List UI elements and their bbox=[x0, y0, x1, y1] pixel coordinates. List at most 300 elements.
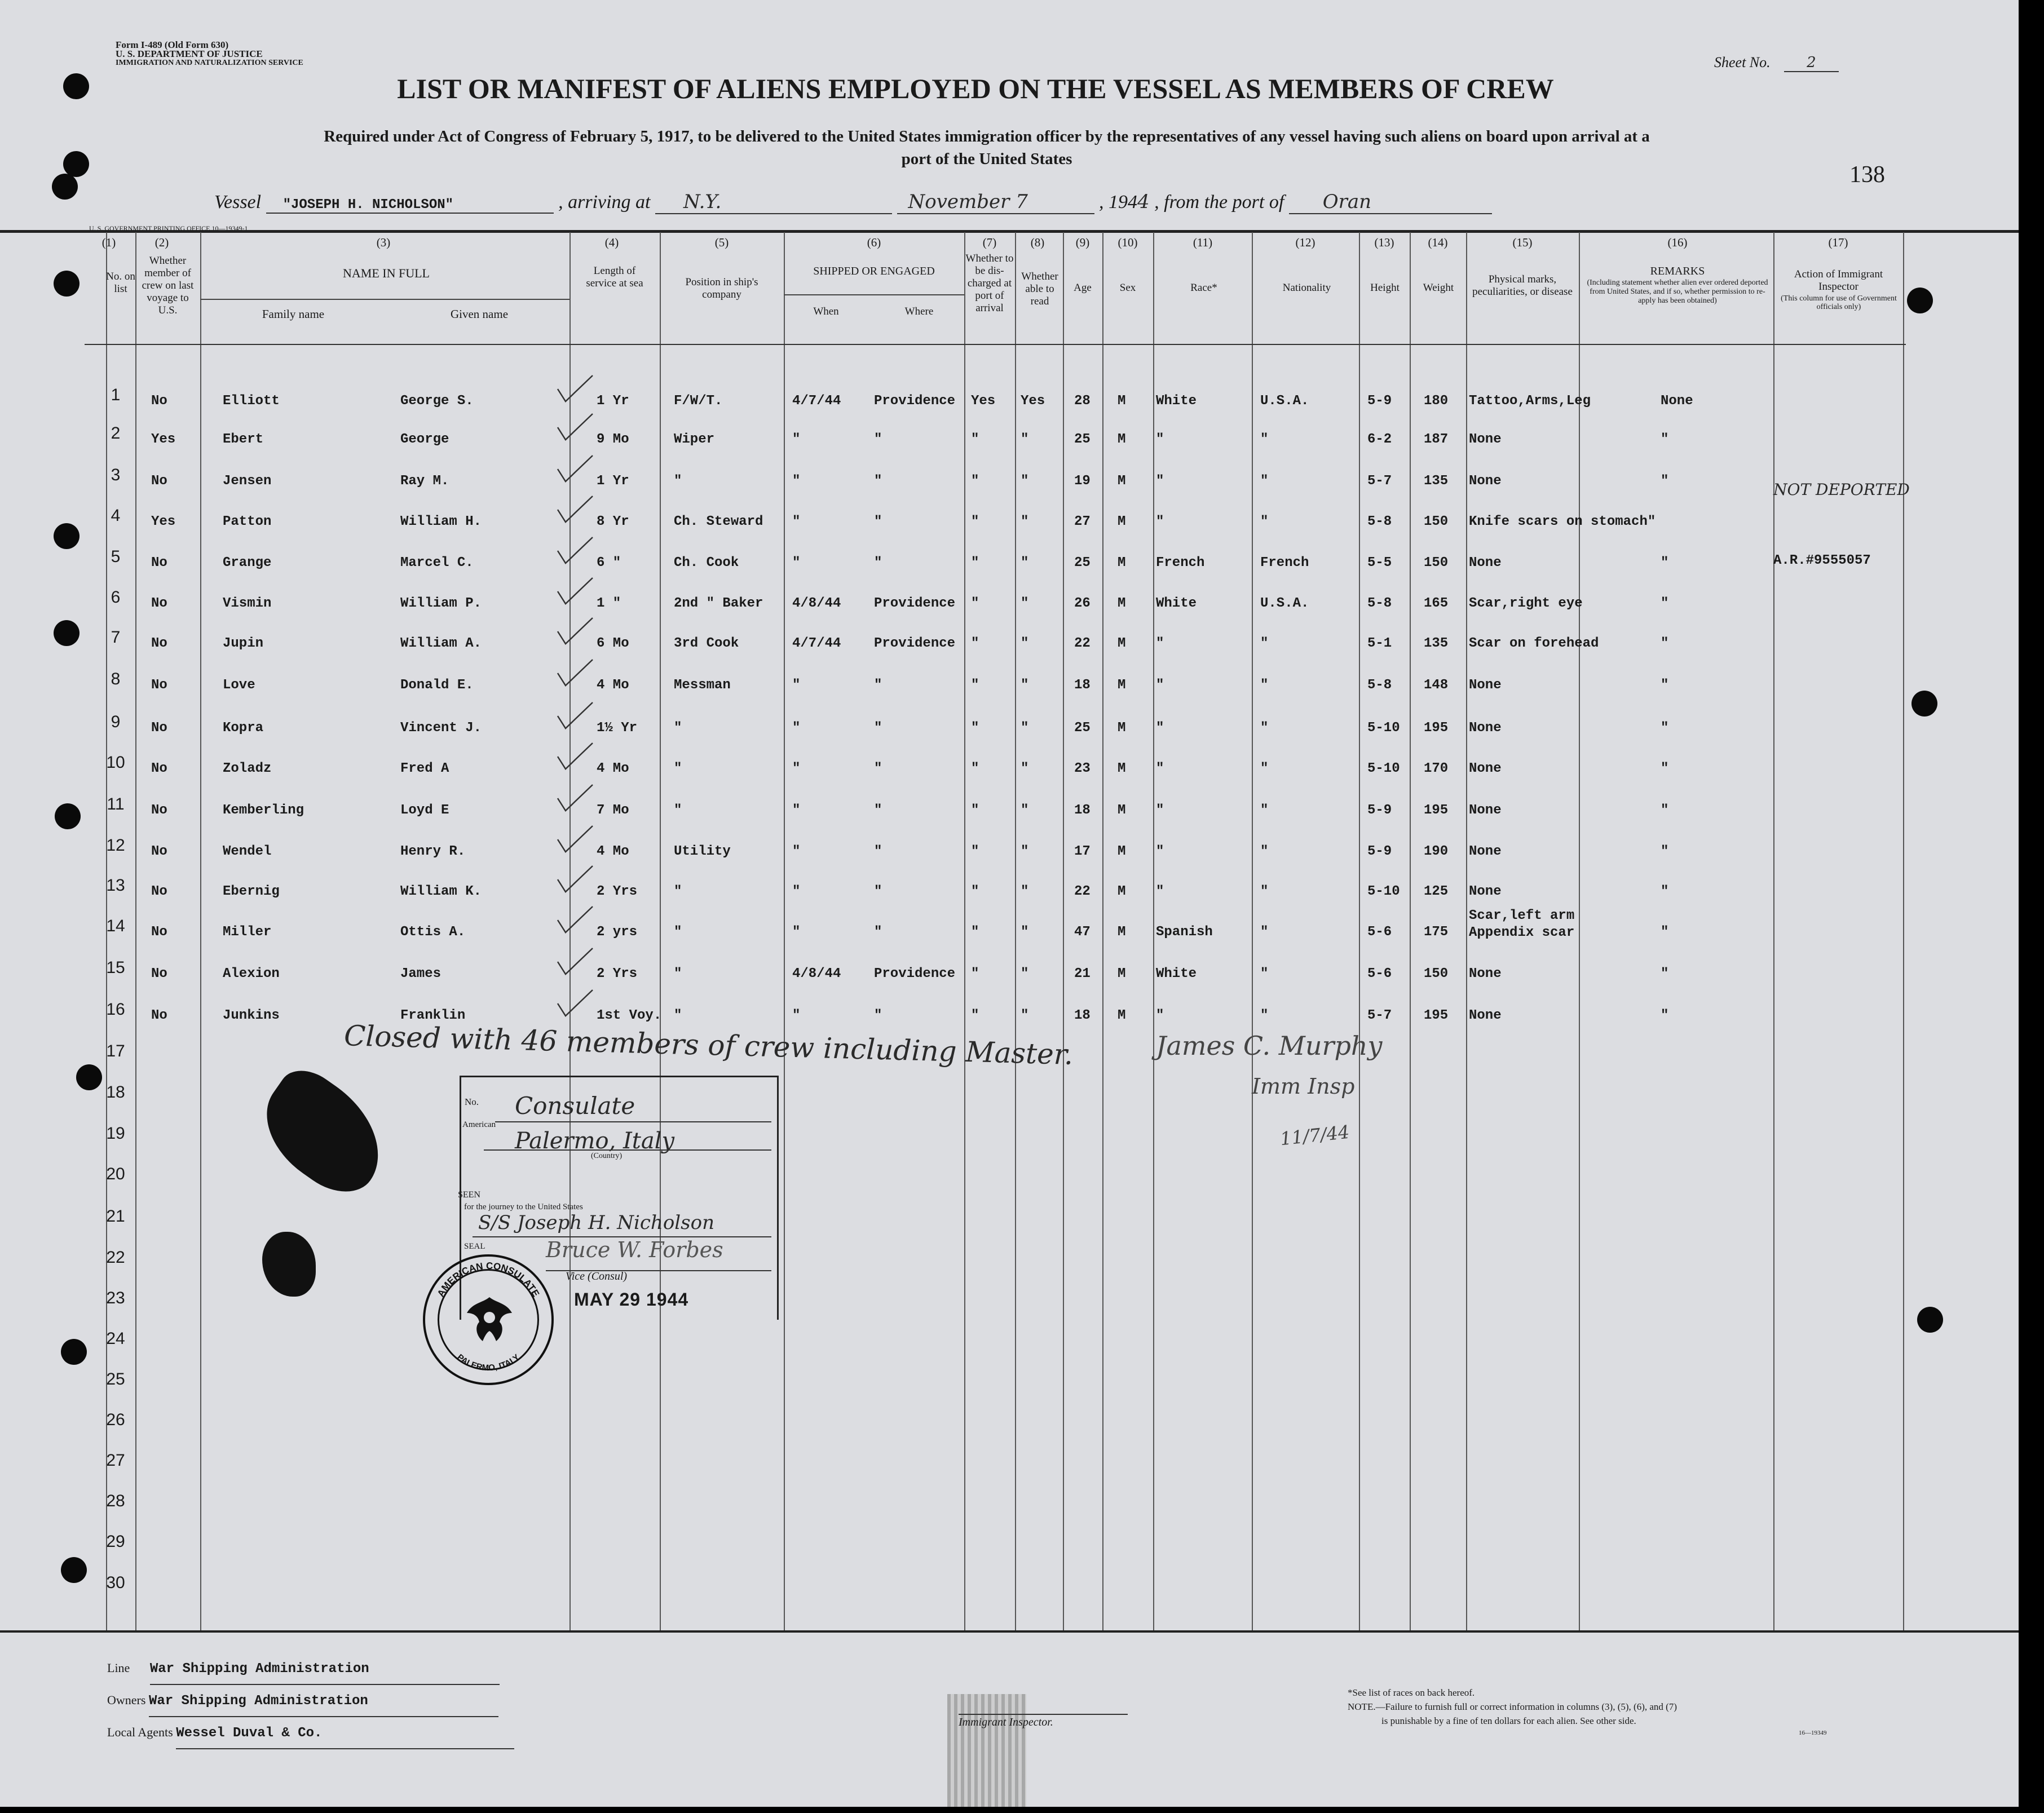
cell-remarks: " bbox=[1661, 636, 1669, 651]
cell-shipped-where: " bbox=[874, 678, 882, 693]
cell-given-name: Franklin bbox=[400, 1008, 466, 1023]
cell-length-of-service: 6 Mo bbox=[597, 636, 629, 651]
cell-length-of-service: 8 Yr bbox=[597, 514, 629, 529]
cell-discharged: " bbox=[971, 596, 979, 611]
cell-able-to-read: " bbox=[1021, 636, 1029, 651]
cell-shipped-when: " bbox=[792, 844, 801, 859]
cell-nationality: " bbox=[1260, 844, 1269, 859]
arriving-label: , arriving at bbox=[558, 192, 651, 213]
row-number: 13 bbox=[106, 876, 125, 895]
cell-sex: M bbox=[1118, 432, 1126, 447]
row-number: 1 bbox=[111, 386, 121, 404]
cell-given-name: Fred A bbox=[400, 761, 449, 776]
cell-given-name: Loyd E bbox=[400, 803, 449, 818]
col-num-12: (12) bbox=[1295, 236, 1315, 249]
cell-sex: M bbox=[1118, 803, 1126, 818]
cell-nationality: " bbox=[1260, 432, 1269, 447]
row-number: 3 bbox=[111, 466, 121, 484]
cell-weight: 190 bbox=[1424, 844, 1449, 859]
row-number: 20 bbox=[106, 1165, 125, 1183]
cell-discharged: Yes bbox=[971, 393, 996, 409]
stamp-journey-label: for the journey to the United States bbox=[464, 1202, 583, 1211]
cell-previous-voyage: No bbox=[151, 884, 167, 899]
immigrant-inspector-label: Immigrant Inspector. bbox=[959, 1714, 1128, 1729]
cell-remarks: " bbox=[1661, 432, 1669, 447]
cell-shipped-when: 4/8/44 bbox=[792, 596, 841, 611]
cell-given-name: Marcel C. bbox=[400, 555, 474, 571]
stamp-signature: Bruce W. Forbes bbox=[546, 1237, 723, 1262]
cell-age: 19 bbox=[1074, 474, 1091, 489]
inspector-title: Imm Insp bbox=[1252, 1074, 1355, 1099]
annotation-date: 11/7/44 bbox=[1279, 1121, 1351, 1150]
cell-previous-voyage: No bbox=[151, 474, 167, 489]
cell-physical-marks: None bbox=[1469, 474, 1502, 489]
cell-inspector-action: NOT DEPORTED bbox=[1773, 480, 1910, 499]
cell-shipped-where: " bbox=[874, 432, 882, 447]
cell-discharged: " bbox=[971, 720, 979, 736]
cell-length-of-service: 1 Yr bbox=[597, 474, 629, 489]
cell-height: 5-10 bbox=[1367, 761, 1400, 776]
cell-nationality: " bbox=[1260, 925, 1269, 940]
arrival-date: November 7 bbox=[897, 191, 1094, 214]
cell-family-name: Love bbox=[223, 678, 255, 693]
service-name: IMMIGRATION AND NATURALIZATION SERVICE bbox=[116, 59, 303, 67]
cell-height: 5-5 bbox=[1367, 555, 1392, 571]
cell-previous-voyage: No bbox=[151, 803, 167, 818]
row-number: 28 bbox=[106, 1492, 125, 1510]
cell-family-name: Jupin bbox=[223, 636, 264, 651]
stamp-seal-label: SEAL bbox=[464, 1242, 485, 1251]
punch-hole bbox=[54, 620, 80, 646]
cell-length-of-service: 2 Yrs bbox=[597, 884, 638, 899]
cell-shipped-when: " bbox=[792, 761, 801, 776]
cell-height: 5-8 bbox=[1367, 514, 1392, 529]
cell-discharged: " bbox=[971, 1008, 979, 1023]
cell-remarks: " bbox=[1661, 678, 1669, 693]
cell-age: 18 bbox=[1074, 1008, 1091, 1023]
cell-age: 22 bbox=[1074, 636, 1091, 651]
cell-able-to-read: " bbox=[1021, 596, 1029, 611]
cell-height: 5-8 bbox=[1367, 596, 1392, 611]
cell-shipped-where: Providence bbox=[874, 966, 956, 981]
cell-age: 23 bbox=[1074, 761, 1091, 776]
row-number: 4 bbox=[111, 506, 121, 525]
cell-able-to-read: " bbox=[1021, 884, 1029, 899]
cell-physical-marks: None bbox=[1469, 884, 1502, 899]
cell-position: Wiper bbox=[674, 432, 715, 447]
stamp-country-label: (Country) bbox=[591, 1152, 623, 1160]
col-num-5: (5) bbox=[714, 236, 729, 249]
cell-race: " bbox=[1156, 720, 1164, 736]
cell-able-to-read: " bbox=[1021, 555, 1029, 571]
row-number: 27 bbox=[106, 1451, 125, 1470]
row-number: 5 bbox=[111, 547, 121, 566]
check-mark-icon bbox=[555, 823, 595, 856]
cell-position: Ch. Cook bbox=[674, 555, 739, 571]
header-remarks-note: (Including statement whether alien ever ordered deported from United States, and if so, whether permission to re-apply has been obtained) bbox=[1587, 278, 1768, 305]
cell-discharged: " bbox=[971, 966, 979, 981]
page-title: LIST OR MANIFEST OF ALIENS EMPLOYED ON THE VESSEL AS MEMBERS OF CREW bbox=[397, 73, 1554, 104]
seal-ring-text bbox=[425, 1257, 551, 1383]
cell-previous-voyage: No bbox=[151, 596, 167, 611]
subtitle-line2: port of the United States bbox=[901, 150, 1072, 168]
form-code: 16—19349 bbox=[1799, 1730, 1827, 1736]
cell-nationality: " bbox=[1260, 761, 1269, 776]
vessel-name: "JOSEPH H. NICHOLSON" bbox=[266, 197, 554, 214]
cell-race: " bbox=[1156, 678, 1164, 693]
race-note: *See list of races on back hereof. bbox=[1348, 1687, 1475, 1698]
check-mark-icon bbox=[555, 574, 595, 608]
cell-race: " bbox=[1156, 761, 1164, 776]
punch-hole bbox=[63, 151, 89, 177]
cell-race: Spanish bbox=[1156, 925, 1213, 940]
col-num-13: (13) bbox=[1374, 236, 1394, 249]
cell-physical-marks: None bbox=[1469, 844, 1502, 859]
line-label: Line bbox=[107, 1661, 130, 1675]
cell-height: 5-10 bbox=[1367, 720, 1400, 736]
cell-shipped-when: 4/7/44 bbox=[792, 636, 841, 651]
punch-hole bbox=[54, 523, 80, 549]
cell-remarks: " bbox=[1661, 596, 1669, 611]
arriving-port: N.Y. bbox=[655, 191, 892, 214]
sheet-number: 2 bbox=[1784, 54, 1839, 72]
cell-weight: 150 bbox=[1424, 966, 1449, 981]
cell-previous-voyage: No bbox=[151, 720, 167, 736]
row-number: 21 bbox=[106, 1207, 125, 1226]
cell-weight: 165 bbox=[1424, 596, 1449, 611]
cell-previous-voyage: No bbox=[151, 678, 167, 693]
check-mark-icon bbox=[555, 452, 595, 486]
col-num-6: (6) bbox=[867, 236, 881, 249]
closing-note: Closed with 46 members of crew including Master. bbox=[343, 1019, 1074, 1071]
cell-position: " bbox=[674, 966, 682, 981]
cell-given-name: William P. bbox=[400, 596, 482, 611]
cell-discharged: " bbox=[971, 555, 979, 571]
cell-remarks: " bbox=[1661, 555, 1669, 571]
cell-nationality: " bbox=[1260, 1008, 1269, 1023]
cell-race: " bbox=[1156, 803, 1164, 818]
cell-able-to-read: " bbox=[1021, 966, 1029, 981]
check-mark-icon bbox=[555, 699, 595, 733]
cell-nationality: U.S.A. bbox=[1260, 596, 1309, 611]
cell-weight: 195 bbox=[1424, 803, 1449, 818]
cell-physical-marks: None bbox=[1469, 555, 1502, 571]
cell-shipped-when: " bbox=[792, 514, 801, 529]
cell-height: 5-7 bbox=[1367, 474, 1392, 489]
col-num-8: (8) bbox=[1030, 236, 1045, 249]
cell-physical-marks: Scar,right eye bbox=[1469, 596, 1583, 611]
cell-given-name: William H. bbox=[400, 514, 482, 529]
cell-position: " bbox=[674, 884, 682, 899]
cell-able-to-read: " bbox=[1021, 514, 1029, 529]
row-number: 8 bbox=[111, 670, 121, 688]
cell-remarks: " bbox=[1661, 761, 1669, 776]
cell-weight: 150 bbox=[1424, 514, 1449, 529]
cell-length-of-service: 6 " bbox=[597, 555, 621, 571]
col-num-15: (15) bbox=[1512, 236, 1533, 249]
cell-physical-marks: None bbox=[1469, 761, 1502, 776]
col-num-11: (11) bbox=[1193, 236, 1213, 249]
header-remarks: REMARKS bbox=[1650, 265, 1705, 277]
cell-shipped-when: " bbox=[792, 720, 801, 736]
cell-age: 21 bbox=[1074, 966, 1091, 981]
cell-discharged: " bbox=[971, 925, 979, 940]
cell-shipped-where: " bbox=[874, 884, 882, 899]
check-mark-icon bbox=[555, 656, 595, 690]
cell-family-name: Alexion bbox=[223, 966, 280, 981]
cell-inspector-action: A.R.#9555057 bbox=[1773, 553, 1871, 568]
col-num-4: (4) bbox=[604, 236, 619, 249]
cell-physical-marks: None bbox=[1469, 803, 1502, 818]
cell-remarks: " bbox=[1661, 1008, 1669, 1023]
cell-given-name: Donald E. bbox=[400, 678, 474, 693]
cell-given-name: George bbox=[400, 432, 449, 447]
cell-race: White bbox=[1156, 393, 1197, 409]
cell-shipped-where: Providence bbox=[874, 596, 956, 611]
row-number: 15 bbox=[106, 958, 125, 977]
year-suffix: 4 bbox=[1137, 191, 1150, 213]
col-num-9: (9) bbox=[1075, 236, 1090, 249]
agents-label: Local Agents bbox=[107, 1725, 173, 1739]
cell-able-to-read: Yes bbox=[1021, 393, 1045, 409]
cell-height: 5-8 bbox=[1367, 678, 1392, 693]
penalty-note-line1: NOTE.—Failure to furnish full or correct information in columns (3), (5), (6), and (7) bbox=[1348, 1701, 1677, 1712]
cell-physical-marks: None bbox=[1469, 432, 1502, 447]
cell-length-of-service: 1st Voy. bbox=[597, 1008, 662, 1023]
cell-weight: 195 bbox=[1424, 1008, 1449, 1023]
cell-family-name: Ebert bbox=[223, 432, 264, 447]
cell-shipped-where: " bbox=[874, 925, 882, 940]
cell-length-of-service: 2 yrs bbox=[597, 925, 638, 940]
cell-length-of-service: 9 Mo bbox=[597, 432, 629, 447]
cell-length-of-service: 4 Mo bbox=[597, 761, 629, 776]
vessel-label: Vessel bbox=[214, 192, 262, 213]
cell-able-to-read: " bbox=[1021, 432, 1029, 447]
cell-remarks: None bbox=[1661, 393, 1693, 409]
cell-nationality: " bbox=[1260, 514, 1269, 529]
header-physical-marks: Physical marks, peculiarities, or disease bbox=[1472, 273, 1573, 298]
header-family-name: Family name bbox=[262, 307, 325, 321]
col-num-10: (10) bbox=[1118, 236, 1138, 249]
check-mark-icon bbox=[555, 493, 595, 527]
punch-hole bbox=[52, 174, 78, 200]
agents-value: Wessel Duval & Co. bbox=[176, 1718, 514, 1749]
row-number: 10 bbox=[106, 753, 125, 772]
cell-height: 5-7 bbox=[1367, 1008, 1392, 1023]
stamp-city: Palermo, Italy bbox=[515, 1128, 675, 1154]
cell-able-to-read: " bbox=[1021, 474, 1029, 489]
col-num-16: (16) bbox=[1667, 236, 1688, 249]
row-number: 30 bbox=[106, 1573, 125, 1592]
cell-nationality: " bbox=[1260, 803, 1269, 818]
department-name: U. S. DEPARTMENT OF JUSTICE bbox=[116, 48, 263, 59]
cell-remarks: " bbox=[1661, 884, 1669, 899]
cell-shipped-where: " bbox=[874, 514, 882, 529]
cell-nationality: " bbox=[1260, 474, 1269, 489]
cell-previous-voyage: No bbox=[151, 761, 167, 776]
cell-length-of-service: 4 Mo bbox=[597, 678, 629, 693]
cell-sex: M bbox=[1118, 884, 1126, 899]
cell-shipped-where: Providence bbox=[874, 636, 956, 651]
cell-discharged: " bbox=[971, 636, 979, 651]
row-number: 14 bbox=[106, 917, 125, 935]
cell-weight: 187 bbox=[1424, 432, 1449, 447]
cell-race: " bbox=[1156, 884, 1164, 899]
row-number: 2 bbox=[111, 424, 121, 443]
cell-shipped-where: " bbox=[874, 720, 882, 736]
cell-length-of-service: 1 Yr bbox=[597, 393, 629, 409]
cell-weight: 135 bbox=[1424, 474, 1449, 489]
cell-given-name: Vincent J. bbox=[400, 720, 482, 736]
owners-value: War Shipping Administration bbox=[149, 1686, 498, 1717]
cell-position: " bbox=[674, 925, 682, 940]
stamp-no-label: No. bbox=[465, 1096, 479, 1107]
cell-previous-voyage: No bbox=[151, 844, 167, 859]
cell-length-of-service: 2 Yrs bbox=[597, 966, 638, 981]
punch-hole bbox=[1917, 1307, 1943, 1333]
cell-weight: 170 bbox=[1424, 761, 1449, 776]
cell-shipped-when: " bbox=[792, 474, 801, 489]
cell-family-name: Ebernig bbox=[223, 884, 280, 899]
cell-height: 5-10 bbox=[1367, 884, 1400, 899]
cell-discharged: " bbox=[971, 761, 979, 776]
cell-family-name: Elliott bbox=[223, 393, 280, 409]
cell-age: 18 bbox=[1074, 678, 1091, 693]
cell-shipped-where: " bbox=[874, 474, 882, 489]
cell-physical-marks: Tattoo,Arms,Leg bbox=[1469, 393, 1591, 409]
cell-position: " bbox=[674, 761, 682, 776]
owners-label: Owners bbox=[107, 1693, 146, 1707]
cell-nationality: French bbox=[1260, 555, 1309, 571]
cell-able-to-read: " bbox=[1021, 925, 1029, 940]
cell-shipped-when: " bbox=[792, 925, 801, 940]
cell-weight: 135 bbox=[1424, 636, 1449, 651]
cell-previous-voyage: No bbox=[151, 966, 167, 981]
cell-discharged: " bbox=[971, 474, 979, 489]
check-mark-icon bbox=[555, 987, 595, 1020]
cell-race: French bbox=[1156, 555, 1205, 571]
cell-physical-marks: None bbox=[1469, 678, 1502, 693]
check-mark-icon bbox=[555, 903, 595, 937]
cell-remarks: " bbox=[1661, 966, 1669, 981]
cell-sex: M bbox=[1118, 1008, 1126, 1023]
cell-family-name: Jensen bbox=[223, 474, 272, 489]
cell-race: " bbox=[1156, 636, 1164, 651]
cell-sex: M bbox=[1118, 555, 1126, 571]
header-height: Height bbox=[1370, 282, 1400, 294]
cell-position: 2nd " Baker bbox=[674, 596, 763, 611]
cell-race: " bbox=[1156, 432, 1164, 447]
svg-text:PALERMO, ITALY: PALERMO, ITALY bbox=[455, 1352, 522, 1373]
col-num-3: (3) bbox=[376, 236, 391, 249]
cell-sex: M bbox=[1118, 966, 1126, 981]
stamp-seen-label: SEEN bbox=[458, 1190, 480, 1200]
cell-previous-voyage: Yes bbox=[151, 432, 176, 447]
cell-position: 3rd Cook bbox=[674, 636, 739, 651]
punch-hole bbox=[54, 271, 80, 297]
row-number: 17 bbox=[106, 1042, 125, 1060]
cell-race: " bbox=[1156, 474, 1164, 489]
col-num-14: (14) bbox=[1428, 236, 1448, 249]
cell-discharged: " bbox=[971, 884, 979, 899]
row-number: 24 bbox=[106, 1329, 125, 1348]
from-port: Oran bbox=[1289, 191, 1492, 214]
cell-weight: 125 bbox=[1424, 884, 1449, 899]
cell-length-of-service: 1 " bbox=[597, 596, 621, 611]
cell-race: White bbox=[1156, 596, 1197, 611]
cell-length-of-service: 1½ Yr bbox=[597, 720, 638, 736]
header-weight: Weight bbox=[1423, 282, 1454, 294]
punch-hole bbox=[76, 1064, 102, 1090]
cell-age: 28 bbox=[1074, 393, 1091, 409]
cell-previous-voyage: No bbox=[151, 925, 167, 940]
cell-sex: M bbox=[1118, 636, 1126, 651]
svg-text:AMERICAN CONSULATE: AMERICAN CONSULATE bbox=[435, 1260, 542, 1299]
cell-family-name: Grange bbox=[223, 555, 272, 571]
row-number: 19 bbox=[106, 1124, 125, 1143]
header-inspector-note: (This column for use of Government officials only) bbox=[1781, 294, 1897, 311]
cell-weight: 148 bbox=[1424, 678, 1449, 693]
cell-shipped-when: " bbox=[792, 803, 801, 818]
cell-shipped-when: " bbox=[792, 1008, 801, 1023]
inspector-signature: James C. Murphy bbox=[1156, 1031, 1383, 1061]
cell-family-name: Patton bbox=[223, 514, 272, 529]
col-num-7: (7) bbox=[982, 236, 997, 249]
cell-nationality: " bbox=[1260, 966, 1269, 981]
cell-age: 47 bbox=[1074, 925, 1091, 940]
header-length-of-service: Length of service at sea bbox=[586, 265, 643, 289]
cell-shipped-where: " bbox=[874, 1008, 882, 1023]
cell-sex: M bbox=[1118, 514, 1126, 529]
header-nationality: Nationality bbox=[1282, 282, 1331, 294]
check-mark-icon bbox=[555, 740, 595, 773]
check-mark-icon bbox=[555, 781, 595, 815]
cell-sex: M bbox=[1118, 596, 1126, 611]
cell-previous-voyage: No bbox=[151, 636, 167, 651]
cell-height: 5-6 bbox=[1367, 966, 1392, 981]
cell-position: Ch. Steward bbox=[674, 514, 763, 529]
stamp-american-label: American bbox=[462, 1120, 496, 1129]
cell-weight: 175 bbox=[1424, 925, 1449, 940]
cell-sex: M bbox=[1118, 761, 1126, 776]
cell-height: 5-9 bbox=[1367, 803, 1392, 818]
header-no-on-list: No. on list bbox=[106, 271, 135, 295]
cell-discharged: " bbox=[971, 803, 979, 818]
ink-blot bbox=[262, 1232, 316, 1297]
cell-shipped-when: " bbox=[792, 678, 801, 693]
check-mark-icon bbox=[555, 534, 595, 568]
year-prefix: , 194 bbox=[1099, 192, 1137, 213]
cell-weight: 150 bbox=[1424, 555, 1449, 571]
header-inspector-action: Action of Immigrant Inspector bbox=[1794, 268, 1883, 293]
cell-given-name: William A. bbox=[400, 636, 482, 651]
line-value: War Shipping Administration bbox=[150, 1654, 500, 1685]
cell-race: White bbox=[1156, 966, 1197, 981]
header-discharged: Whether to be dis-charged at port of arrival bbox=[965, 253, 1014, 314]
cell-nationality: U.S.A. bbox=[1260, 393, 1309, 409]
cell-height: 5-9 bbox=[1367, 844, 1392, 859]
punch-hole bbox=[55, 803, 81, 829]
header-sex: Sex bbox=[1119, 282, 1136, 294]
cell-length-of-service: 4 Mo bbox=[597, 844, 629, 859]
stamp-date: MAY 29 1944 bbox=[574, 1289, 689, 1310]
row-number: 22 bbox=[106, 1248, 125, 1267]
cell-given-name: William K. bbox=[400, 884, 482, 899]
cell-shipped-when: 4/7/44 bbox=[792, 393, 841, 409]
cell-nationality: " bbox=[1260, 678, 1269, 693]
cell-previous-voyage: No bbox=[151, 393, 167, 409]
row-number: 7 bbox=[111, 628, 121, 647]
